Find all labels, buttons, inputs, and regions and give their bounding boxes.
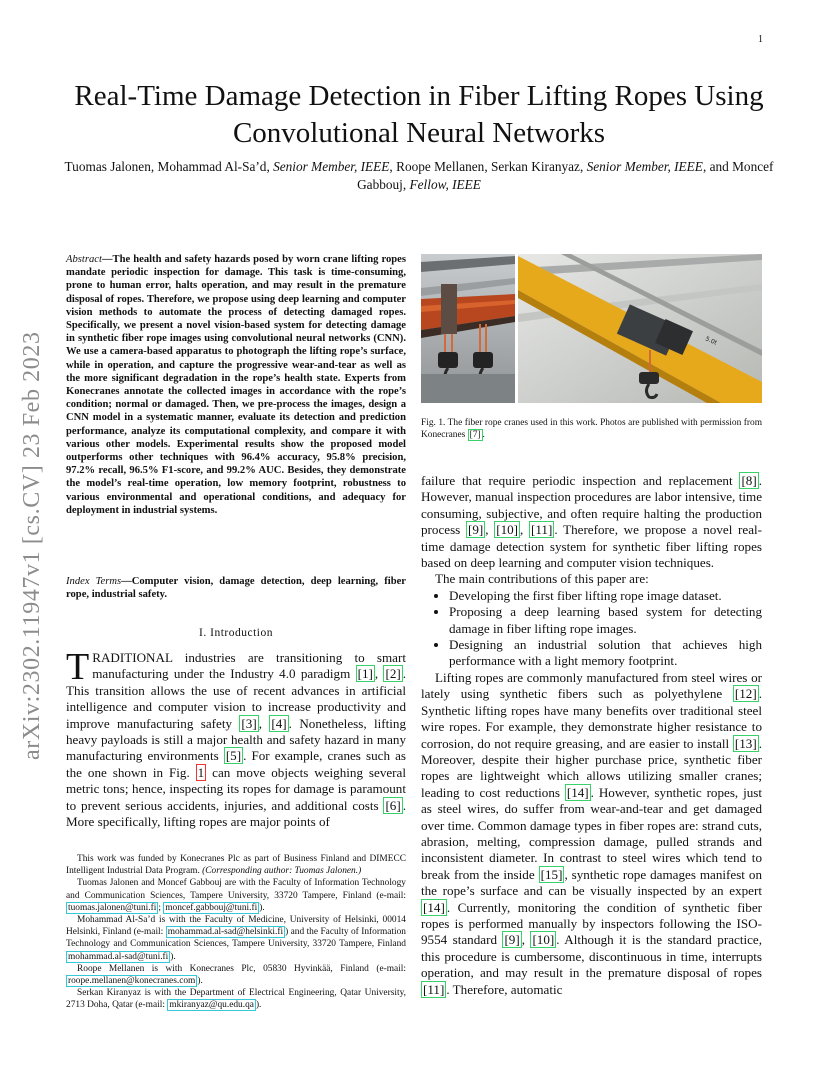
footnote xyxy=(66,853,406,877)
author-role: Fellow, IEEE xyxy=(409,177,481,192)
citation-link[interactable]: [13] xyxy=(734,735,757,751)
footnote-text: ). xyxy=(259,902,265,913)
footnote xyxy=(66,987,406,1011)
right-crane-photo xyxy=(518,254,762,403)
citation-link[interactable]: [3] xyxy=(241,715,257,731)
section-heading: I. Introduction xyxy=(199,627,273,639)
body-text: can move objects weighing several metric tons; hence, inspecting its ropes for damage is paramount to prevent serious accidents, injuries, and additional costs xyxy=(66,764,406,813)
citation-link[interactable]: [8] xyxy=(741,473,757,488)
paper-title: Real-Time Damage Detection in Fiber Lifting Ropes Using Convolutional Neural Networks xyxy=(74,80,764,149)
author-text: Tuomas Jalonen, Mohammad Al-Sa’d, xyxy=(64,159,274,174)
abstract xyxy=(66,253,406,517)
paragraph xyxy=(421,670,762,998)
citation-link[interactable]: [10] xyxy=(496,522,519,538)
email-link[interactable]: mohammad.al-sad@tuni.fi xyxy=(68,951,169,962)
footnote-text: ). xyxy=(170,951,176,962)
citation-link[interactable]: [4] xyxy=(271,715,287,731)
footnote xyxy=(66,914,406,963)
citation-link[interactable]: [9] xyxy=(504,932,520,948)
body-text: failure that require periodic inspection and replacement xyxy=(421,473,740,488)
caption-text: Fig. 1. The fiber rope cranes used in this work. Photos are published with permission from Konecranes xyxy=(421,418,762,440)
abstract-label: Abstract xyxy=(66,254,102,265)
contributions-list xyxy=(421,588,762,670)
figure-link[interactable]: 1 xyxy=(197,764,205,780)
body-text: . Although it is the standard practice, this procedure is cumbersome, discontinuous in time, interrupts operation, and may result in the premature disposal of ropes xyxy=(421,932,762,981)
email-link[interactable]: mohammad.al-sad@helsinki.fi xyxy=(167,927,284,938)
index-terms-label: Index Terms xyxy=(66,576,122,587)
body-text: . Currently, monitoring the condition of synthetic fiber ropes is performed manually by inspectors following the ISO-9554 standard xyxy=(421,899,762,948)
list-item: • Designing an industrial solution that achieves high performance with a light memory footprint. xyxy=(449,637,762,670)
author-role: Senior Member, IEEE xyxy=(586,159,703,174)
footnote xyxy=(66,877,406,914)
body-text: . Nonetheless, lifting heavy payloads is still a major health and safety hazard in many manufacturing environments xyxy=(66,715,406,764)
citation-link[interactable]: [12] xyxy=(734,686,757,702)
list-item: • Proposing a deep learning based system for detecting damage in fiber lifting rope images. xyxy=(449,604,762,637)
citation-link[interactable]: [9] xyxy=(467,522,484,538)
footnote-text: (Corresponding author: Tuomas Jalonen.) xyxy=(202,866,362,877)
body-text: RADITIONAL industries are transitioning to smart manufacturing under the Industry 4.0 paradigm xyxy=(92,650,406,682)
list-item: • Developing the first fiber lifting rope image dataset. xyxy=(449,588,762,604)
footnotes xyxy=(66,853,406,1012)
figure-caption xyxy=(421,417,762,441)
citation-link[interactable]: [10] xyxy=(532,932,555,948)
citation-link[interactable]: [11] xyxy=(423,981,445,997)
body-text: . However, manual inspection procedures are labor intensive, time consuming, subjective, and often require halting the production process xyxy=(421,473,762,538)
body-text: . Therefore, we propose a novel real-time damage detection system for synthetic fiber lifting ropes based on deep learning and computer vision techniques. xyxy=(421,522,763,571)
footnote-text: This work was funded by Konecranes Plc as part of Business Finland and DIMECC Intelligent Industrial Data Program. xyxy=(66,854,406,877)
footnote-text: Serkan Kiranyaz is with the Department of Electrical Engineering, Qatar University, 2713 Doha, Qatar (e-mail: xyxy=(66,988,406,1011)
body-text: . For example, cranes such as the one shown in Fig. xyxy=(66,748,406,780)
crane-photos-figure xyxy=(421,254,762,403)
footnote-text: Roope Mellanen is with Konecranes Plc, 05830 Hyvinkää, Finland (e-mail: xyxy=(77,963,406,974)
footnote-text: ). xyxy=(197,976,203,987)
citation-link[interactable]: [6] xyxy=(385,797,401,813)
abstract-text: —The health and safety hazards posed by worn crane lifting ropes mandate periodic inspection for damage. This task is time-consuming, prone to human error, halts operation, and may result in the premature disposal of ropes. Therefore, we propose using deep learning and computer vision methods to automate the process of detecting damaged ropes. Specifically, we present a novel vision-based system for detecting damage in synthetic fiber rope images using convolutional neural networks (CNN). We use a camera-based apparatus to photograph the lifting rope’s surface, while in operation, and capture the progressive wear-and-tear as well as the more significant degradation in the rope’s health state. Experts from Konecranes annotate the collected images in accordance with the rope’s condition; normal or damaged. Then, we pre-process the images, design a CNN model in a systematic manner, evaluate its detection and prediction performance, analyze its computational complexity, and compare it with various other models. Experimental results show the proposed model outperforms other techniques with 96.4% accuracy, 95.8% precision, 97.2% recall, 96.5% F1-score, and 99.2% AUC. Besides, they demonstrate the model’s real-time operation, low memory footprint, robustness to various environmental and operational conditions, and adequacy for deployment in industrial systems. xyxy=(66,254,406,516)
index-terms xyxy=(66,575,406,601)
introduction-paragraph xyxy=(66,646,407,830)
body-text: . This transition allows the use of recent advances in artificial intelligence and computer vision to increase productivity and improve manufacturing safety xyxy=(66,666,407,731)
body-text: . Moreover, despite their higher purchase price, synthetic fiber ropes are lightweight which allows utilizing smaller cranes; leading to cost reductions xyxy=(421,735,762,800)
body-text: . More specifically, lifting ropes are major points of xyxy=(66,797,406,830)
email-link[interactable]: mkiranyaz@qu.edu.qa xyxy=(169,1000,254,1011)
body-text: , xyxy=(485,522,495,538)
body-text: , xyxy=(374,666,384,682)
citation-link[interactable]: [7] xyxy=(469,430,481,440)
citation-link[interactable]: [14] xyxy=(566,784,589,800)
citation-link[interactable]: [11] xyxy=(531,522,553,538)
arxiv-stamp[interactable]: arXiv:2302.11947v1 [cs.CV] 23 Feb 2023 xyxy=(19,331,45,760)
body-text: , xyxy=(520,522,530,538)
citation-link[interactable]: [15] xyxy=(540,866,563,882)
footnote-text: ; xyxy=(158,902,164,913)
footnote-text: Mohammad Al-Sa’d is with the Faculty of Medicine, University of Helsinki, 00014 Helsinki, Finland (e-mail: xyxy=(66,915,406,938)
citation-link[interactable]: [5] xyxy=(225,748,242,764)
author-role: Senior Member, IEEE xyxy=(273,159,390,174)
author-text: , and Moncef Gabbouj, xyxy=(357,159,774,192)
email-link[interactable]: tuomas.jalonen@tuni.fi xyxy=(68,902,157,913)
email-link[interactable]: roope.mellanen@konecranes.com xyxy=(68,976,196,987)
drop-cap: T xyxy=(66,646,90,688)
body-text: . Therefore, automatic xyxy=(446,981,563,997)
author-text: , Roope Mellanen, Serkan Kiranyaz, xyxy=(389,159,587,174)
body-text: , xyxy=(521,932,531,948)
page-number: 1 xyxy=(758,34,763,45)
footnote-text: ). xyxy=(255,1000,262,1011)
body-text: , xyxy=(258,715,270,731)
left-crane-photo xyxy=(421,254,515,403)
citation-link[interactable]: [2] xyxy=(385,666,401,682)
author-list xyxy=(55,158,783,194)
footnote xyxy=(66,963,406,987)
index-terms-text: —Computer vision, damage detection, deep learning, fiber rope, industrial safety. xyxy=(66,576,406,601)
email-link[interactable]: moncef.gabbouj@tuni.fi xyxy=(165,902,258,913)
footnote-text: ) and the Faculty of Information Technology and Communication Sciences, Tampere University, 33720 Tampere, Finland xyxy=(66,927,406,950)
citation-link[interactable]: [14] xyxy=(423,899,445,915)
paragraph: The main contributions of this paper are: xyxy=(435,571,649,587)
body-text: . Synthetic lifting ropes have many benefits over traditional steel wire ropes. For example, they demonstrate higher resistance to corrosion, do not require greasing, and are easier to install xyxy=(421,686,762,751)
body-text: . However, synthetic ropes, just as steel wires, do suffer from wear-and-tear and get damaged over time. Common damage types in fiber ropes are: strand cuts, abrasion, melting, compression damage, pulled strands and inconsistent diameter. In contrast to steel wires which tend to break from the inside xyxy=(421,784,762,882)
body-text: Lifting ropes are commonly manufactured from steel wires or lately using synthetic fibers such as polyethylene xyxy=(421,669,762,702)
paragraph xyxy=(421,473,762,571)
footnote-text: Tuomas Jalonen and Moncef Gabbouj are with the Faculty of Information Technology and Communication Sciences, Tampere University, 33720 Tampere, Finland (e-mail: xyxy=(66,878,406,901)
citation-link[interactable]: [1] xyxy=(357,666,373,682)
right-column-text xyxy=(421,473,762,998)
body-text: , synthetic rope damages manifest on the rope’s surface and can be visually inspected by an expert xyxy=(421,866,762,899)
crane-capacity-label: 5.0t xyxy=(704,335,718,347)
caption-text: . xyxy=(482,430,485,440)
